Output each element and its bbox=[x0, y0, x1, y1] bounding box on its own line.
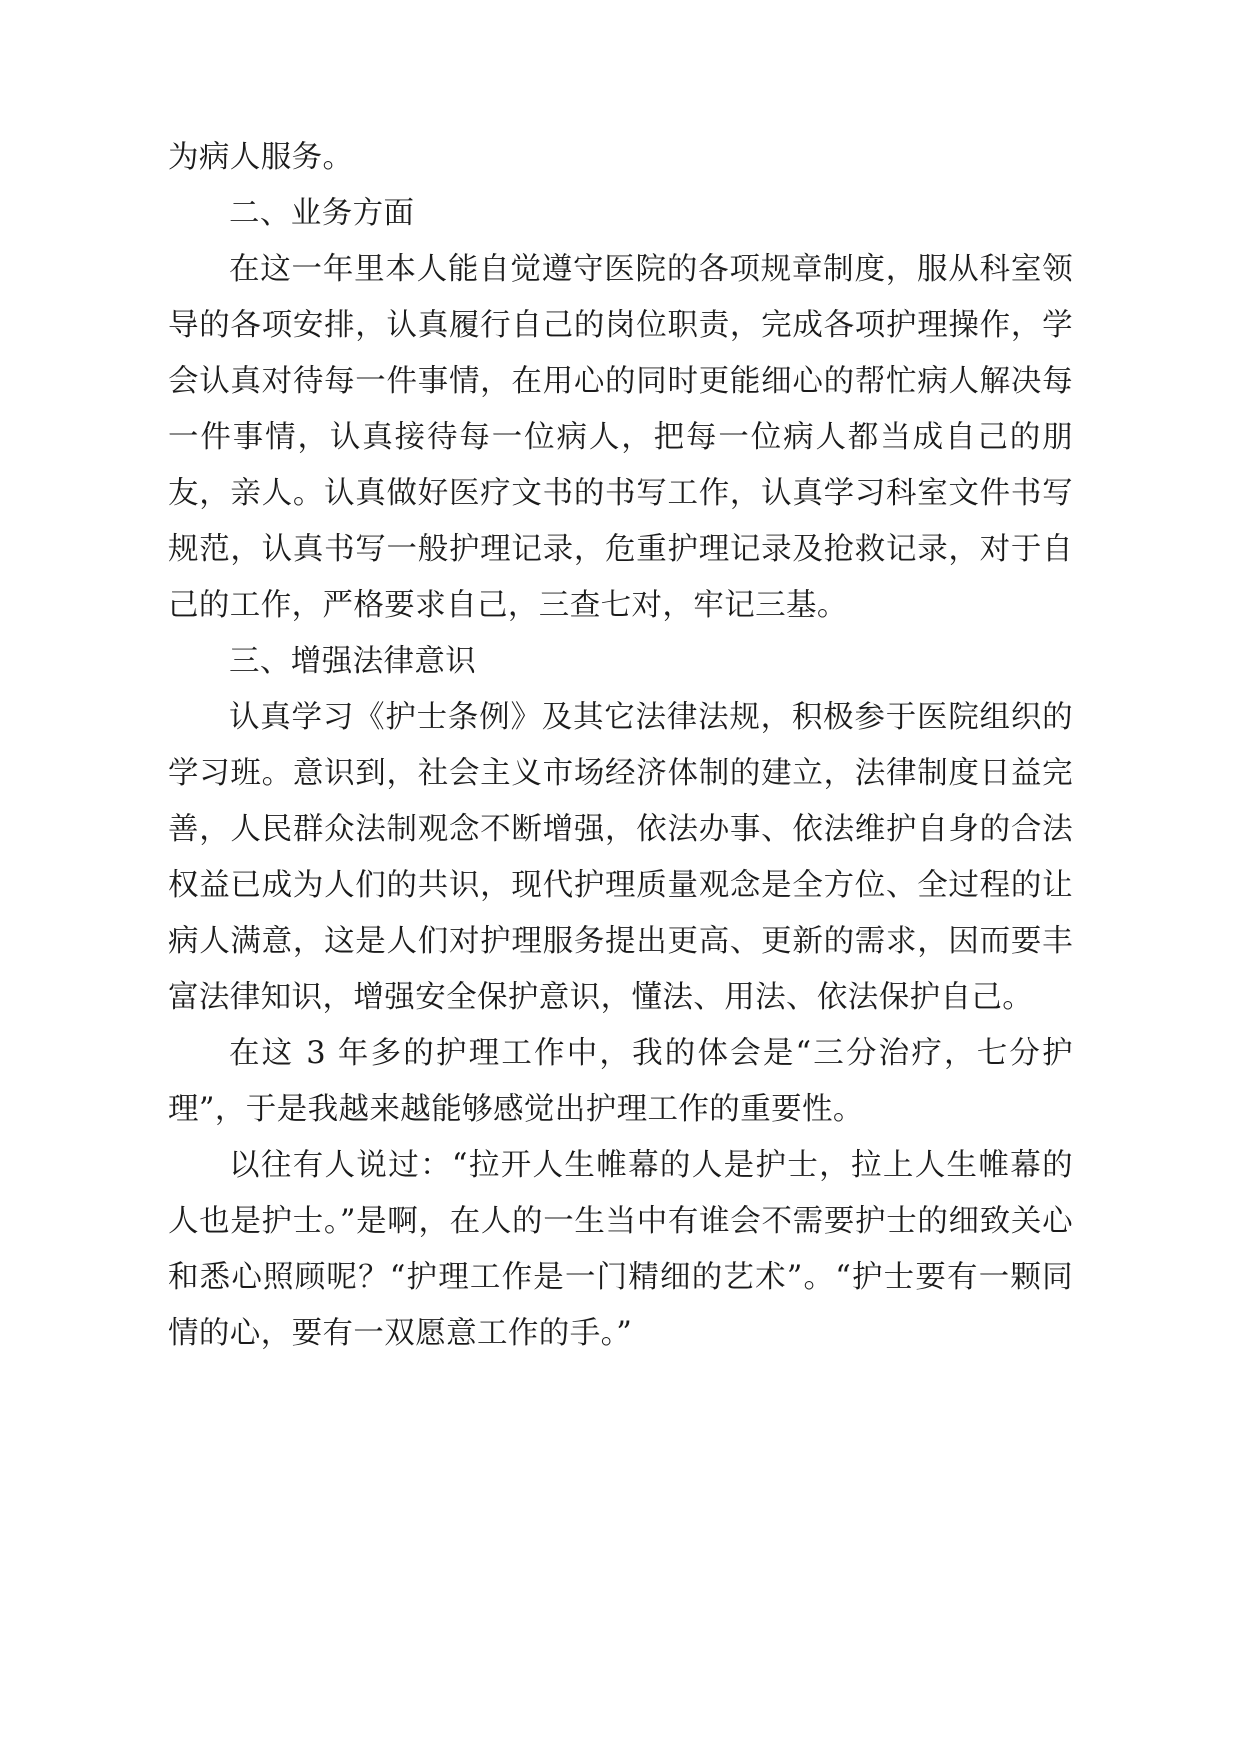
heading-section-two: 二、业务方面 bbox=[229, 196, 415, 231]
paragraph-experience: 在这 3 年多的护理工作中，我的体会是“三分治疗，七分护理”，于是我越来越能够感觉出护理工作的重要性。 bbox=[168, 1036, 1073, 1127]
paragraph-section-three-body: 认真学习《护士条例》及其它法律法规，积极参于医院组织的学习班。意识到，社会主义市场经济体制的建立，法律制度日益完善，人民群众法制观念不断增强，依法办事、依法维护自身的合法权益已成为人们的共识，现代护理质量观念是全方位、全过程的让病人满意，这是人们对护理服务提出更高、更新的需求，因而要丰富法律知识，增强安全保护意识，懂法、用法、依法保护自己。 bbox=[168, 700, 1073, 1015]
document-body bbox=[168, 130, 1073, 1362]
paragraph-quote: 以往有人说过：“拉开人生帷幕的人是护士，拉上人生帷幕的人也是护士。”是啊，在人的一生当中有谁会不需要护士的细致关心和悉心照顾呢？“护理工作是一门精细的艺术”。“护士要有一颗同情的心，要有一双愿意工作的手。” bbox=[168, 1148, 1073, 1351]
heading-section-three: 三、增强法律意识 bbox=[229, 644, 477, 679]
paragraph-continued-line: 为病人服务。 bbox=[168, 140, 354, 175]
paragraph-section-two-body: 在这一年里本人能自觉遵守医院的各项规章制度，服从科室领导的各项安排，认真履行自己的岗位职责，完成各项护理操作，学会认真对待每一件事情，在用心的同时更能细心的帮忙病人解决每一件事情，认真接待每一位病人，把每一位病人都当成自己的朋友，亲人。认真做好医疗文书的书写工作，认真学习科室文件书写规范，认真书写一般护理记录，危重护理记录及抢救记录，对于自己的工作，严格要求自己，三查七对，牢记三基。 bbox=[168, 252, 1073, 623]
